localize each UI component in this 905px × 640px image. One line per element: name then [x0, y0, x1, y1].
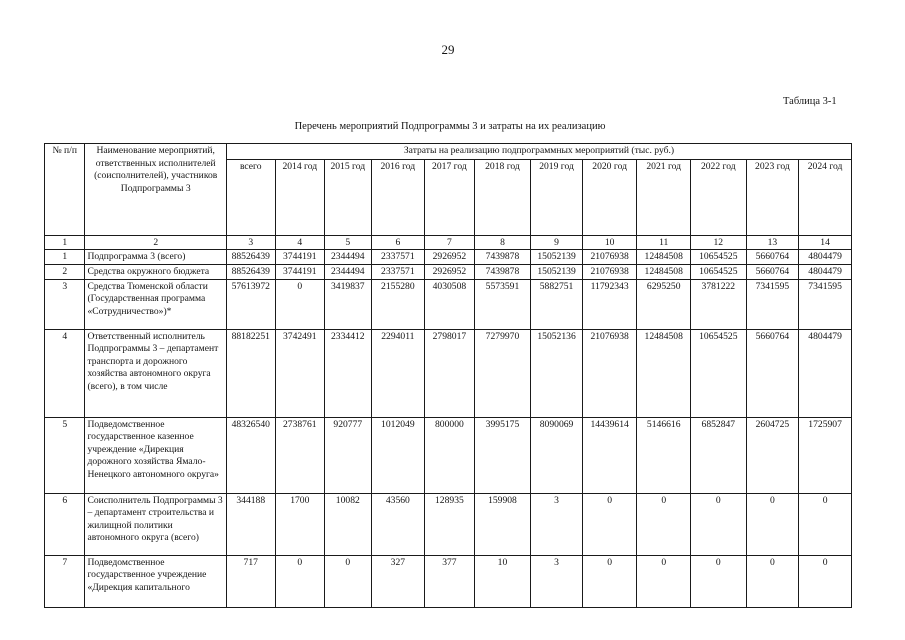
column-number: 13 [746, 235, 799, 249]
table-row [45, 417, 852, 493]
cell-value: 57613972 [226, 279, 275, 329]
row-name: Подведомственное государственное учреждение «Дирекция капитального [85, 555, 227, 607]
column-number: 4 [275, 235, 325, 249]
cell-value: 88526439 [226, 264, 275, 279]
column-number: 3 [226, 235, 275, 249]
cell-value: 2344494 [325, 264, 372, 279]
cell-value: 0 [275, 279, 325, 329]
column-number: 12 [691, 235, 747, 249]
table-row [45, 493, 852, 555]
cell-value: 2155280 [371, 279, 425, 329]
row-name: Ответственный исполнитель Подпрограммы 3 – департамент транспорта и дорожного хозяйства автономного округа (всего), в том числе [85, 329, 227, 417]
cell-value: 0 [637, 555, 691, 607]
cell-value: 0 [275, 555, 325, 607]
cell-value: 12484508 [637, 329, 691, 417]
cell-value: 14439614 [582, 417, 637, 493]
cell-value: 21076938 [582, 329, 637, 417]
row-number: 4 [45, 329, 85, 417]
cell-value: 43560 [371, 493, 425, 555]
column-number: 1 [45, 235, 85, 249]
cell-value: 4804479 [799, 329, 852, 417]
cell-value: 0 [746, 555, 799, 607]
cell-value: 3742491 [275, 329, 325, 417]
cell-value: 7279970 [474, 329, 531, 417]
cell-value: 2738761 [275, 417, 325, 493]
cell-value: 0 [582, 493, 637, 555]
document-title: Перечень мероприятий Подпрограммы 3 и затраты на их реализацию [294, 121, 606, 132]
header-year: 2016 год [371, 159, 425, 235]
cell-value: 3781222 [691, 279, 747, 329]
row-number: 3 [45, 279, 85, 329]
table-code: Таблица 3-1 [783, 96, 837, 107]
column-number: 2 [85, 235, 227, 249]
column-number-row [45, 235, 852, 249]
column-number: 8 [474, 235, 531, 249]
cell-value: 8090069 [531, 417, 583, 493]
cell-value: 10654525 [691, 329, 747, 417]
cell-value: 2926952 [425, 249, 475, 264]
row-name: Подпрограмма 3 (всего) [85, 249, 227, 264]
cell-value: 2344494 [325, 249, 372, 264]
cell-value: 88182251 [226, 329, 275, 417]
cell-value: 5573591 [474, 279, 531, 329]
cell-value: 88526439 [226, 249, 275, 264]
cell-value: 15052136 [531, 329, 583, 417]
cell-value: 10082 [325, 493, 372, 555]
cell-value: 3744191 [275, 264, 325, 279]
cell-value: 0 [746, 493, 799, 555]
cell-value: 5146616 [637, 417, 691, 493]
column-number: 9 [531, 235, 583, 249]
table-row [45, 329, 852, 417]
cell-value: 10654525 [691, 264, 747, 279]
column-number: 7 [425, 235, 475, 249]
cell-value: 1012049 [371, 417, 425, 493]
cell-value: 344188 [226, 493, 275, 555]
page-number: 29 [441, 42, 455, 57]
table-row [45, 555, 852, 607]
cell-value: 128935 [425, 493, 475, 555]
row-number: 1 [45, 249, 85, 264]
header-year: 2021 год [637, 159, 691, 235]
header-year: 2018 год [474, 159, 531, 235]
cell-value: 3 [531, 493, 583, 555]
header-year: 2024 год [799, 159, 852, 235]
cell-value: 327 [371, 555, 425, 607]
cell-value: 5660764 [746, 329, 799, 417]
cell-value: 377 [425, 555, 475, 607]
cell-value: 7341595 [746, 279, 799, 329]
cell-value: 10654525 [691, 249, 747, 264]
header-no: № п/п [45, 144, 85, 236]
table-row [45, 249, 852, 264]
row-name: Средства окружного бюджета [85, 264, 227, 279]
cell-value: 4804479 [799, 249, 852, 264]
cell-value: 21076938 [582, 264, 637, 279]
cell-value: 3 [531, 555, 583, 607]
header-name: Наименование мероприятий, ответственных исполнителей (соисполнителей), участников Подпрограммы 3 [85, 144, 227, 236]
row-number: 5 [45, 417, 85, 493]
header-year: всего [226, 159, 275, 235]
table-row [45, 279, 852, 329]
cell-value: 1725907 [799, 417, 852, 493]
cell-value: 1700 [275, 493, 325, 555]
cell-value: 4030508 [425, 279, 475, 329]
header-year: 2015 год [325, 159, 372, 235]
header-year: 2019 год [531, 159, 583, 235]
cell-value: 11792343 [582, 279, 637, 329]
column-number: 14 [799, 235, 852, 249]
cell-value: 7439878 [474, 264, 531, 279]
header-year: 2017 год [425, 159, 475, 235]
cell-value: 12484508 [637, 264, 691, 279]
cell-value: 48326540 [226, 417, 275, 493]
cell-value: 15052139 [531, 264, 583, 279]
cell-value: 0 [325, 555, 372, 607]
header-year: 2022 год [691, 159, 747, 235]
cell-value: 12484508 [637, 249, 691, 264]
cell-value: 2604725 [746, 417, 799, 493]
cell-value: 0 [799, 493, 852, 555]
cell-value: 717 [226, 555, 275, 607]
cell-value: 5660764 [746, 264, 799, 279]
row-name: Соисполнитель Подпрограммы 3 – департамент строительства и жилищной политики автономного округа (всего) [85, 493, 227, 555]
cell-value: 0 [582, 555, 637, 607]
cell-value: 4804479 [799, 264, 852, 279]
cell-value: 0 [799, 555, 852, 607]
cell-value: 2798017 [425, 329, 475, 417]
cell-value: 3995175 [474, 417, 531, 493]
row-number: 7 [45, 555, 85, 607]
cell-value: 2926952 [425, 264, 475, 279]
cell-value: 2334412 [325, 329, 372, 417]
cell-value: 21076938 [582, 249, 637, 264]
cell-value: 3744191 [275, 249, 325, 264]
header-costs: Затраты на реализацию подпрограммных мероприятий (тыс. руб.) [226, 144, 851, 160]
cell-value: 0 [691, 493, 747, 555]
cell-value: 0 [691, 555, 747, 607]
cell-value: 800000 [425, 417, 475, 493]
header-year: 2023 год [746, 159, 799, 235]
row-name: Подведомственное государственное казенное учреждение «Дирекция дорожного хозяйства Ямало-Ненецкого автономного округа» [85, 417, 227, 493]
column-number: 10 [582, 235, 637, 249]
cell-value: 5660764 [746, 249, 799, 264]
row-number: 6 [45, 493, 85, 555]
table-row [45, 264, 852, 279]
column-number: 11 [637, 235, 691, 249]
cell-value: 10 [474, 555, 531, 607]
cell-value: 7439878 [474, 249, 531, 264]
column-number: 5 [325, 235, 372, 249]
cell-value: 2337571 [371, 249, 425, 264]
cell-value: 6852847 [691, 417, 747, 493]
cell-value: 6295250 [637, 279, 691, 329]
cell-value: 159908 [474, 493, 531, 555]
cell-value: 920777 [325, 417, 372, 493]
header-year: 2020 год [582, 159, 637, 235]
row-number: 2 [45, 264, 85, 279]
cell-value: 5882751 [531, 279, 583, 329]
cell-value: 2294011 [371, 329, 425, 417]
header-year: 2014 год [275, 159, 325, 235]
row-name: Средства Тюменской области (Государственная программа «Сотрудничество»)* [85, 279, 227, 329]
cell-value: 0 [637, 493, 691, 555]
column-number: 6 [371, 235, 425, 249]
cell-value: 3419837 [325, 279, 372, 329]
cell-value: 2337571 [371, 264, 425, 279]
cell-value: 7341595 [799, 279, 852, 329]
cell-value: 15052139 [531, 249, 583, 264]
costs-table [44, 143, 852, 608]
